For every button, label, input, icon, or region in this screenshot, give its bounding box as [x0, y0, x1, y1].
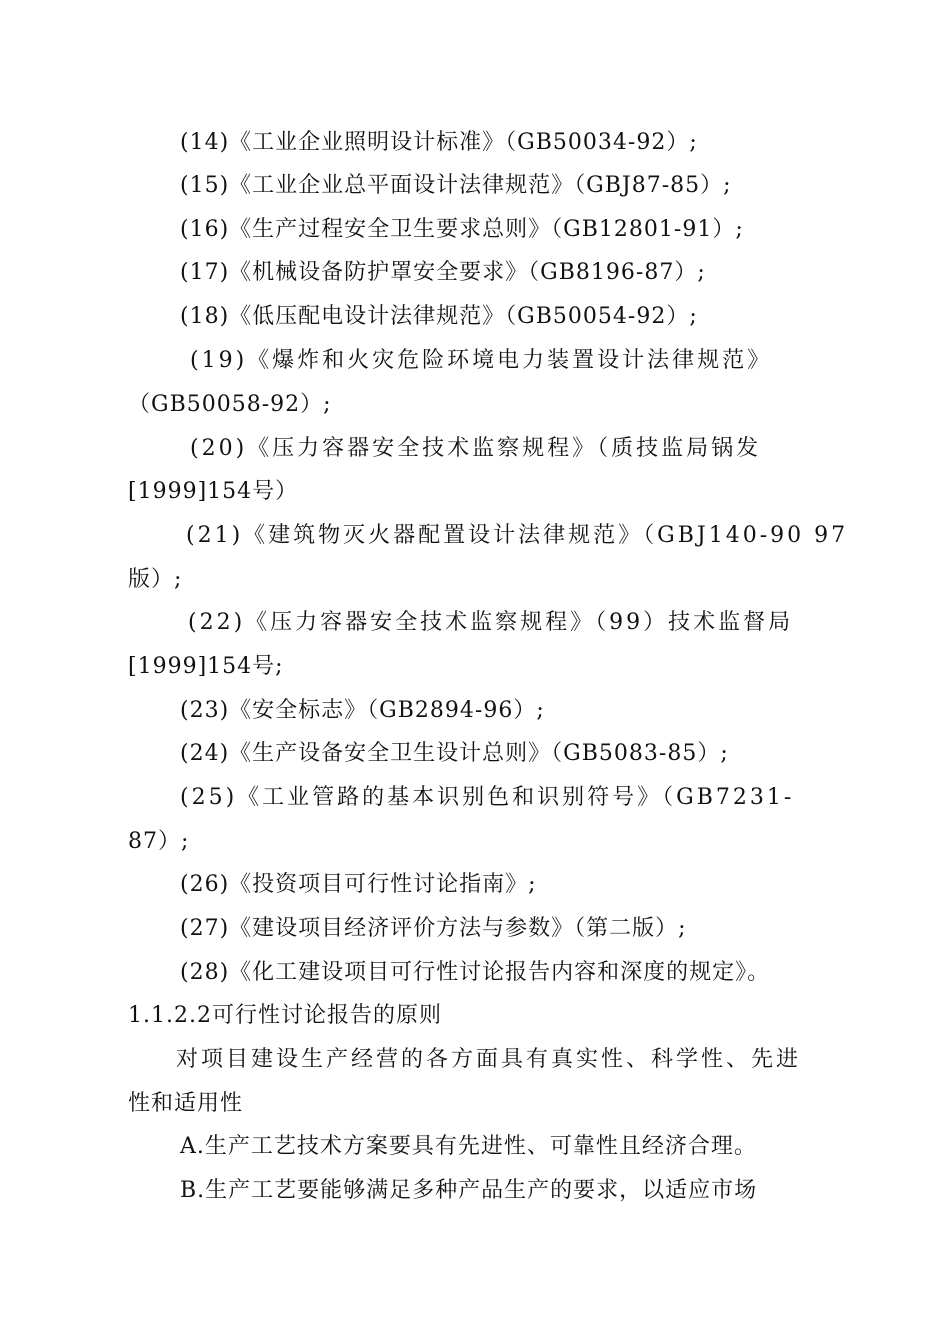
reference-item-21-continued: 版）;	[128, 567, 183, 592]
principle-paragraph: 对项目建设生产经营的各方面具有真实性、科学性、先进	[176, 1047, 802, 1072]
principle-b: B.生产工艺要能够满足多种产品生产的要求，以适应市场	[180, 1178, 758, 1203]
reference-item-25-continued: 87）;	[128, 829, 190, 854]
reference-item-19: (19)《爆炸和火灾危险环境电力装置设计法律规范》	[190, 348, 773, 373]
reference-item-26: (26)《投资项目可行性讨论指南》;	[180, 872, 537, 897]
reference-item-15: (15)《工业企业总平面设计法律规范》（GBJ87-85）;	[180, 173, 732, 198]
reference-item-19-continued: （GB50058-92）;	[128, 392, 332, 417]
reference-item-25: (25)《工业管路的基本识别色和识别符号》（GB7231-	[180, 785, 795, 810]
reference-item-17: (17)《机械设备防护罩安全要求》（GB8196-87）;	[180, 260, 706, 285]
reference-item-23: (23)《安全标志》（GB2894-96）;	[180, 698, 545, 723]
reference-item-14: (14)《工业企业照明设计标准》（GB50034-92）;	[180, 130, 698, 155]
section-heading: 1.1.2.2可行性讨论报告的原则	[128, 1003, 442, 1028]
reference-item-28: (28)《化工建设项目可行性讨论报告内容和深度的规定》。	[180, 960, 771, 985]
reference-item-22-continued: [1999]154号;	[128, 654, 284, 679]
reference-item-21: (21)《建筑物灭火器配置设计法律规范》（GBJ140-90 97	[186, 523, 849, 548]
reference-item-20: (20)《压力容器安全技术监察规程》（质技监局锅发	[190, 436, 762, 461]
reference-item-20-continued: [1999]154号）	[128, 479, 299, 504]
reference-item-27: (27)《建设项目经济评价方法与参数》（第二版）;	[180, 916, 687, 941]
principle-paragraph-continued: 性和适用性	[128, 1091, 244, 1116]
reference-item-22: (22)《压力容器安全技术监察规程》（99）技术监督局	[188, 610, 794, 635]
reference-item-18: (18)《低压配电设计法律规范》（GB50054-92）;	[180, 304, 698, 329]
reference-item-24: (24)《生产设备安全卫生设计总则》（GB5083-85）;	[180, 741, 729, 766]
reference-item-16: (16)《生产过程安全卫生要求总则》（GB12801-91）;	[180, 217, 744, 242]
principle-a: A.生产工艺技术方案要具有先进性、可靠性且经济合理。	[180, 1134, 757, 1159]
